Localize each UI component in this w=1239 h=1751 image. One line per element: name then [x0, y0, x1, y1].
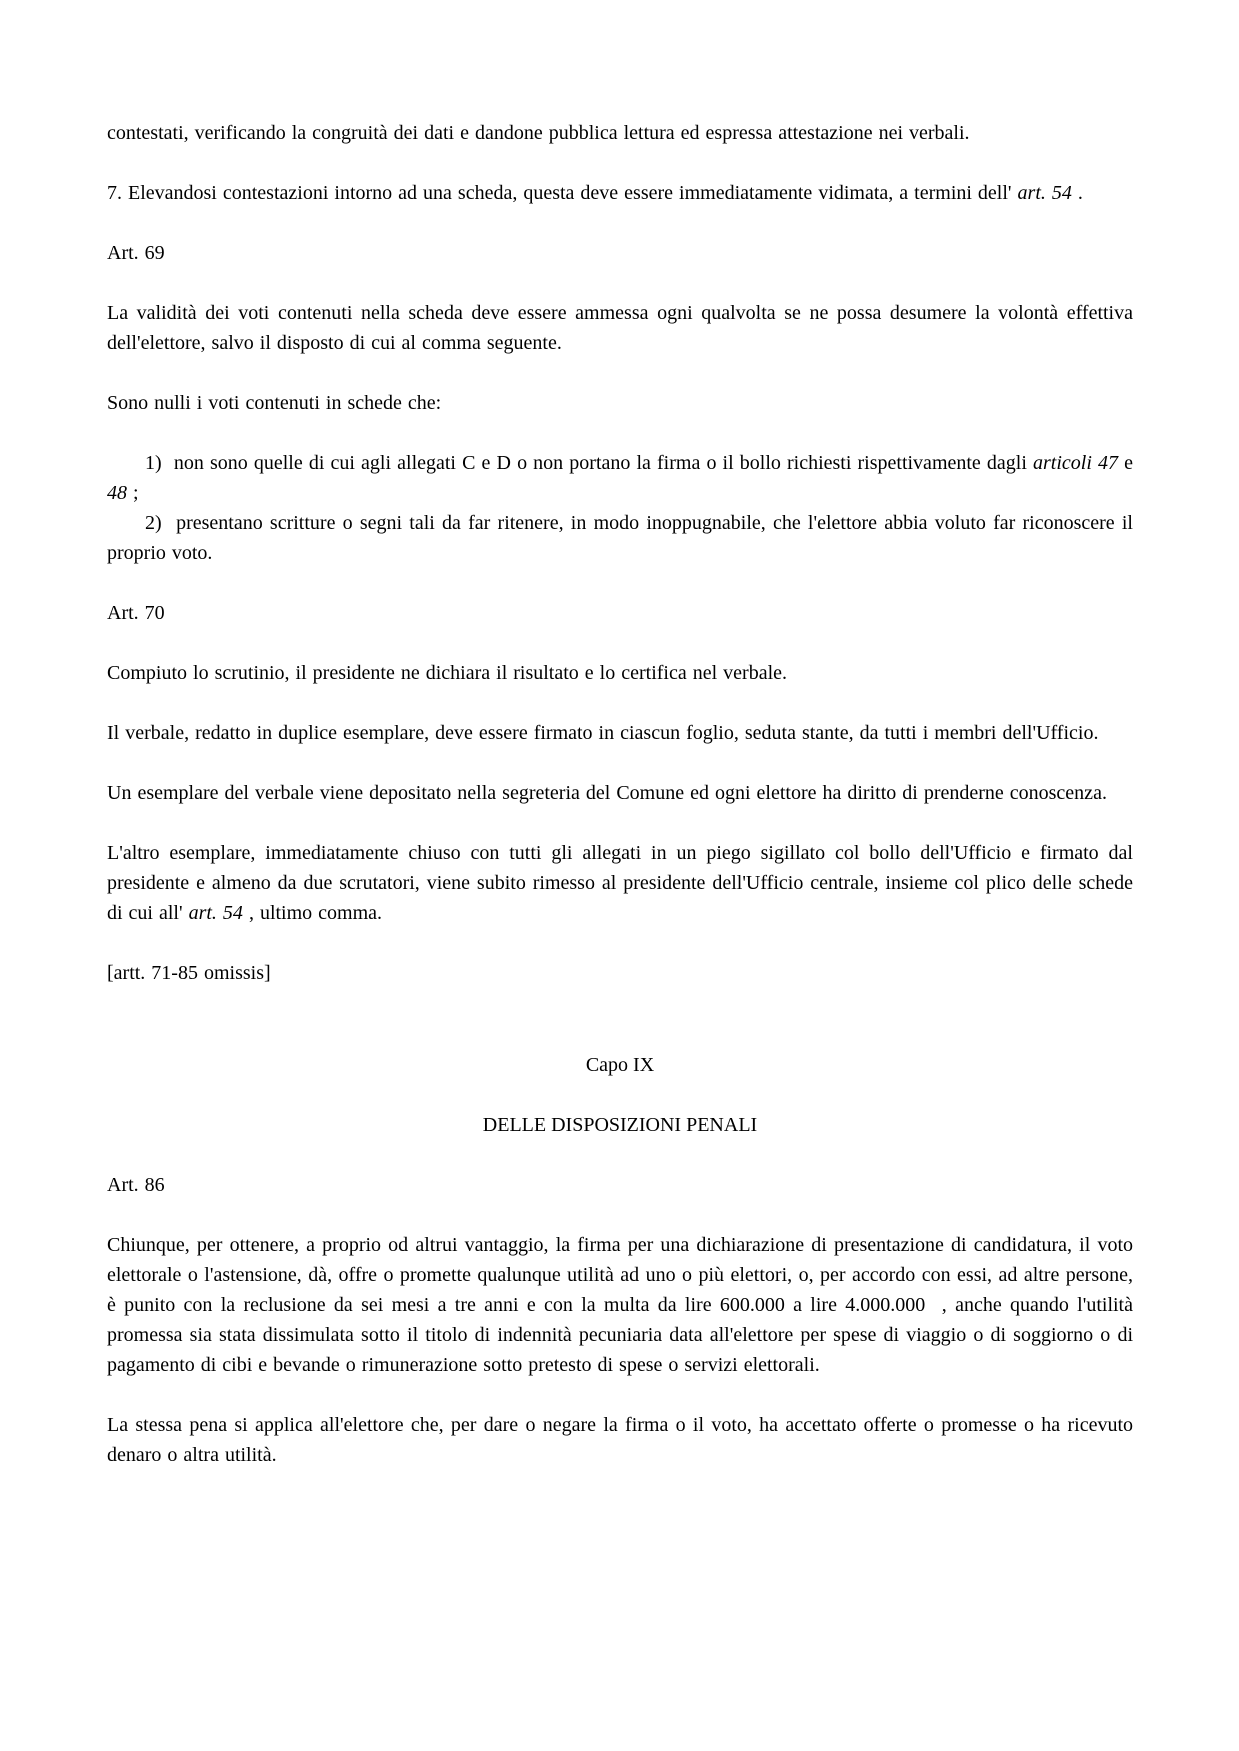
- document-content: [107, 118, 1133, 1470]
- paragraph-il-verbale: [107, 718, 1133, 748]
- italic-text-run: 48: [107, 482, 127, 504]
- heading-art-69: [107, 238, 1133, 268]
- paragraph-7-elevandosi: [107, 178, 1133, 208]
- text-run: Sono nulli i voti contenuti in schede che:: [107, 392, 442, 414]
- text-run: 2) presentano scritture o segni tali da far ritenere, in modo inoppugnabile, che l'elettore abbia voluto far riconoscere il proprio voto.: [107, 512, 1133, 564]
- heading-delle-disposizioni-penali: [107, 1110, 1133, 1140]
- text-run: contestati, verificando la congruità dei dati e dandone pubblica lettura ed espressa attestazione nei verbali.: [107, 122, 970, 144]
- text-run: Il verbale, redatto in duplice esemplare, deve essere firmato in ciascun foglio, seduta stante, da tutti i membri dell'Ufficio.: [107, 722, 1099, 744]
- paragraph-la-validita: [107, 298, 1133, 358]
- text-run: 1) non sono quelle di cui agli allegati C e D o non portano la firma o il bollo richiesti rispettivamente dagli: [145, 452, 1034, 474]
- text-run: Compiuto lo scrutinio, il presidente ne dichiara il risultato e lo certifica nel verbale.: [107, 662, 788, 684]
- list-item-2: [107, 508, 1133, 568]
- italic-text-run: art. 54: [188, 902, 243, 924]
- text-run: [artt. 71-85 omissis]: [107, 962, 271, 984]
- paragraph-omissis: [107, 958, 1133, 988]
- heading-capo-ix: [107, 1050, 1133, 1080]
- text-run: ;: [127, 482, 139, 504]
- text-run: Art. 70: [107, 602, 165, 624]
- text-run: e: [1118, 452, 1133, 474]
- text-run: Un esemplare del verbale viene depositato nella segreteria del Comune ed ogni elettore ha diritto di prenderne conoscenza.: [107, 782, 1107, 804]
- text-run: Chiunque, per ottenere, a proprio od altrui vantaggio, la firma per una dichiarazione di presentazione di candidatura, il voto elettorale o l'astensione, dà, offre o promette qualunque utilità ad uno o più elettori, o, per accordo con essi, ad altre persone, è punito con la reclusione da sei mesi a tre anni e con la multa da lire 600.000 a lire 4.000.000 , anche quando l'utilità promessa sia stata dissimulata sotto il titolo di indennità pecuniaria data all'elettore per spese di viaggio o di soggiorno o di pagamento di cibi e bevande o rimunerazione sotto pretesto di spese o servizi elettorali.: [107, 1234, 1133, 1376]
- heading-art-70: [107, 598, 1133, 628]
- paragraph-un-esemplare: [107, 778, 1133, 808]
- text-run: DELLE DISPOSIZIONI PENALI: [482, 1114, 758, 1136]
- text-run: Art. 69: [107, 242, 165, 264]
- italic-text-run: art. 54: [1017, 182, 1072, 204]
- paragraph-laltro-esemplare: [107, 838, 1133, 928]
- paragraph-sono-nulli: [107, 388, 1133, 418]
- text-run: La validità dei voti contenuti nella scheda deve essere ammessa ogni qualvolta se ne possa desumere la volontà effettiva dell'elettore, salvo il disposto di cui al comma seguente.: [107, 302, 1133, 354]
- heading-art-86: [107, 1170, 1133, 1200]
- paragraph-la-stessa-pena: [107, 1410, 1133, 1470]
- text-run: , ultimo comma.: [242, 902, 383, 924]
- text-run: Art. 86: [107, 1174, 165, 1196]
- text-run: 7. Elevandosi contestazioni intorno ad una scheda, questa deve essere immediatamente vidimata, a termini dell': [107, 182, 1018, 204]
- text-run: Capo IX: [585, 1054, 655, 1076]
- italic-text-run: articoli 47: [1033, 452, 1119, 474]
- text-run: .: [1071, 182, 1083, 204]
- text-run: La stessa pena si applica all'elettore che, per dare o negare la firma o il voto, ha accettato offerte o promesse o ha ricevuto denaro o altra utilità.: [107, 1414, 1133, 1466]
- paragraph-compiuto: [107, 658, 1133, 688]
- text-run: L'altro esemplare, immediatamente chiuso con tutti gli allegati in un piego sigillato col bollo dell'Ufficio e firmato dal presidente e almeno da due scrutatori, viene subito rimesso al presidente dell'Ufficio centrale, insieme col plico delle schede di cui all': [107, 842, 1133, 924]
- paragraph-contestati: [107, 118, 1133, 148]
- list-item-1: [107, 448, 1133, 508]
- paragraph-chiunque: [107, 1230, 1133, 1380]
